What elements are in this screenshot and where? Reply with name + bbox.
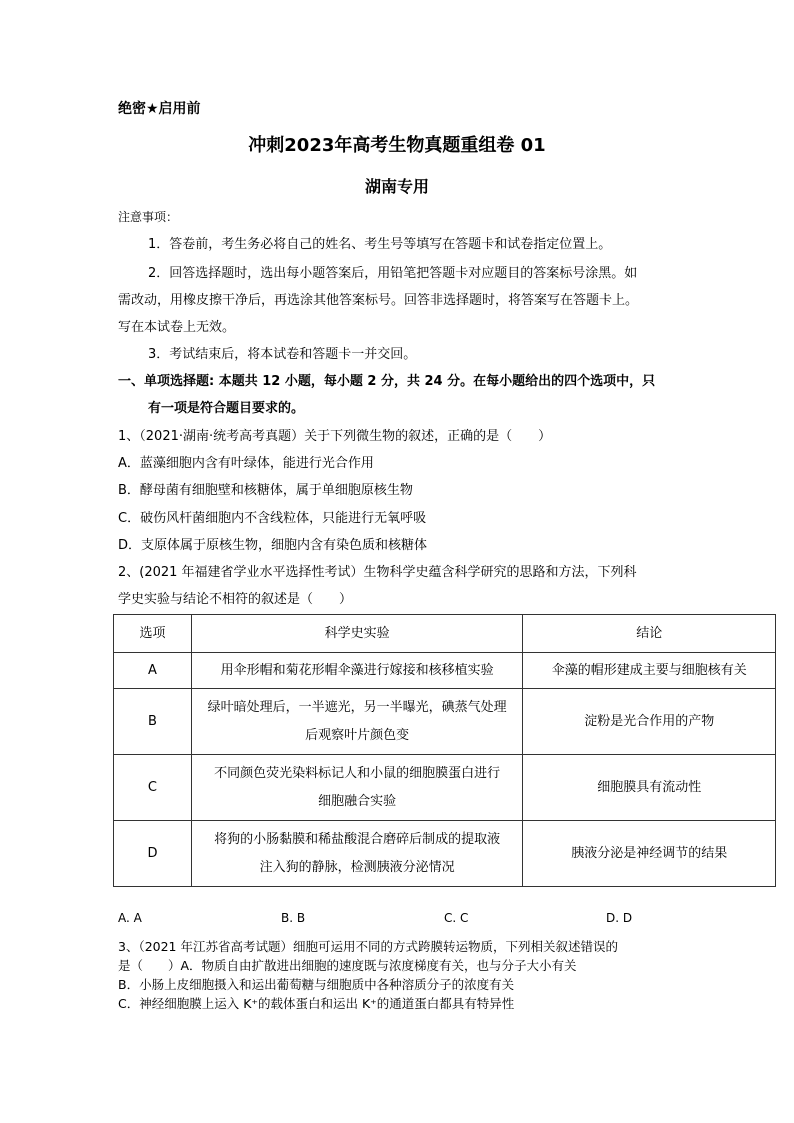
header-conclusion: 结论 [523, 615, 776, 653]
q3-stem-line-2: 是（ ）A．物质自由扩散进出细胞的速度既与浓度梯度有关，也与分子大小有关 [118, 958, 577, 973]
q2-answer-d: D. D [606, 911, 633, 925]
notice-item-3: 3．考试结束后，将本试卷和答题卡一并交回。 [148, 347, 417, 362]
experiment-line: 后观察叶片颜色变 [305, 727, 410, 743]
row-experiment [191, 821, 522, 887]
experiment-table [113, 614, 776, 887]
notice-heading: 注意事项： [118, 210, 179, 224]
notice-item-2-line-2: 需改动，用橡皮擦干净后，再选涂其他答案标号。回答非选择题时，将答案写在答题卡上。 [118, 293, 639, 308]
q1-option-a: A．蓝藻细胞内含有叶绿体，能进行光合作用 [118, 456, 374, 471]
table-row [114, 689, 776, 755]
table-row [114, 653, 776, 689]
exam-title: 冲刺2023年高考生物真题重组卷 01 [248, 135, 546, 156]
row-conclusion: 伞藻的帽形建成主要与细胞核有关 [523, 653, 776, 689]
notice-item-2-line-1: 2．回答选择题时，选出每小题答案后，用铅笔把答题卡对应题目的答案标号涂黑。如 [148, 266, 638, 281]
experiment-line: 用伞形帽和菊花形帽伞藻进行嫁接和核移植实验 [220, 662, 494, 678]
experiment-line: 细胞融合实验 [318, 793, 397, 809]
notice-item-1: 1．答卷前，考生务必将自己的姓名、考生号等填写在答题卡和试卷指定位置上。 [148, 237, 612, 252]
q2-stem-line-2: 学史实验与结论不相符的叙述是（ ） [118, 592, 353, 607]
notice-item-2-line-3: 写在本试卷上无效。 [118, 320, 236, 335]
row-experiment [191, 755, 522, 821]
q1-option-d: D．支原体属于原核生物，细胞内含有染色质和核糖体 [118, 538, 428, 553]
q3-option-c: C．神经细胞膜上运入 K⁺的载体蛋白和运出 K⁺的通道蛋白都具有特异性 [118, 996, 515, 1011]
row-experiment [191, 653, 522, 689]
table-row [114, 755, 776, 821]
section-heading-line-1: 一、单项选择题: 本题共 12 小题，每小题 2 分，共 24 分。在每小题给出的四个选项中，只 [118, 374, 656, 389]
table-row [114, 821, 776, 887]
q1-option-b: B．酵母菌有细胞壁和核糖体，属于单细胞原核生物 [118, 483, 413, 498]
row-option: A [114, 653, 192, 689]
row-option: D [114, 821, 192, 887]
confidential-label: 绝密★启用前 [118, 101, 201, 117]
q3-stem-line-1: 3、（2021 年江苏省高考试题）细胞可运用不同的方式跨膜转运物质，下列相关叙述错误的 [118, 939, 618, 954]
row-conclusion: 细胞膜具有流动性 [523, 755, 776, 821]
q2-answer-a: A. A [118, 911, 142, 925]
q1-option-c: C．破伤风杆菌细胞内不含线粒体，只能进行无氧呼吸 [118, 511, 427, 526]
header-experiment: 科学史实验 [191, 615, 522, 653]
header-option: 选项 [114, 615, 192, 653]
q2-answer-c: C. C [444, 911, 469, 925]
row-option: B [114, 689, 192, 755]
row-conclusion: 淀粉是光合作用的产物 [523, 689, 776, 755]
q2-answer-b: B. B [281, 911, 306, 925]
experiment-line: 不同颜色荧光染料标记人和小鼠的细胞膜蛋白进行 [214, 765, 501, 781]
row-conclusion: 胰液分泌是神经调节的结果 [523, 821, 776, 887]
row-option: C [114, 755, 192, 821]
q2-stem-line-1: 2、(2021 年福建省学业水平选择性考试）生物科学史蕴含科学研究的思路和方法，下列科 [118, 565, 637, 580]
q3-option-b: B．小肠上皮细胞摄入和运出葡萄糖与细胞质中各种溶质分子的浓度有关 [118, 977, 515, 992]
table-header-row [114, 615, 776, 653]
exam-subtitle: 湖南专用 [364, 177, 429, 196]
row-experiment [191, 689, 522, 755]
experiment-line: 绿叶暗处理后，一半遮光，另一半曝光，碘蒸气处理 [207, 699, 507, 715]
section-heading-line-2: 有一项是符合题目要求的。 [148, 401, 305, 416]
experiment-line: 将狗的小肠黏膜和稀盐酸混合磨碎后制成的提取液 [214, 831, 501, 847]
experiment-line: 注入狗的静脉，检测胰液分泌情况 [259, 859, 455, 875]
q1-stem: 1、（2021·湖南·统考高考真题）关于下列微生物的叙述，正确的是（ ） [118, 429, 552, 444]
